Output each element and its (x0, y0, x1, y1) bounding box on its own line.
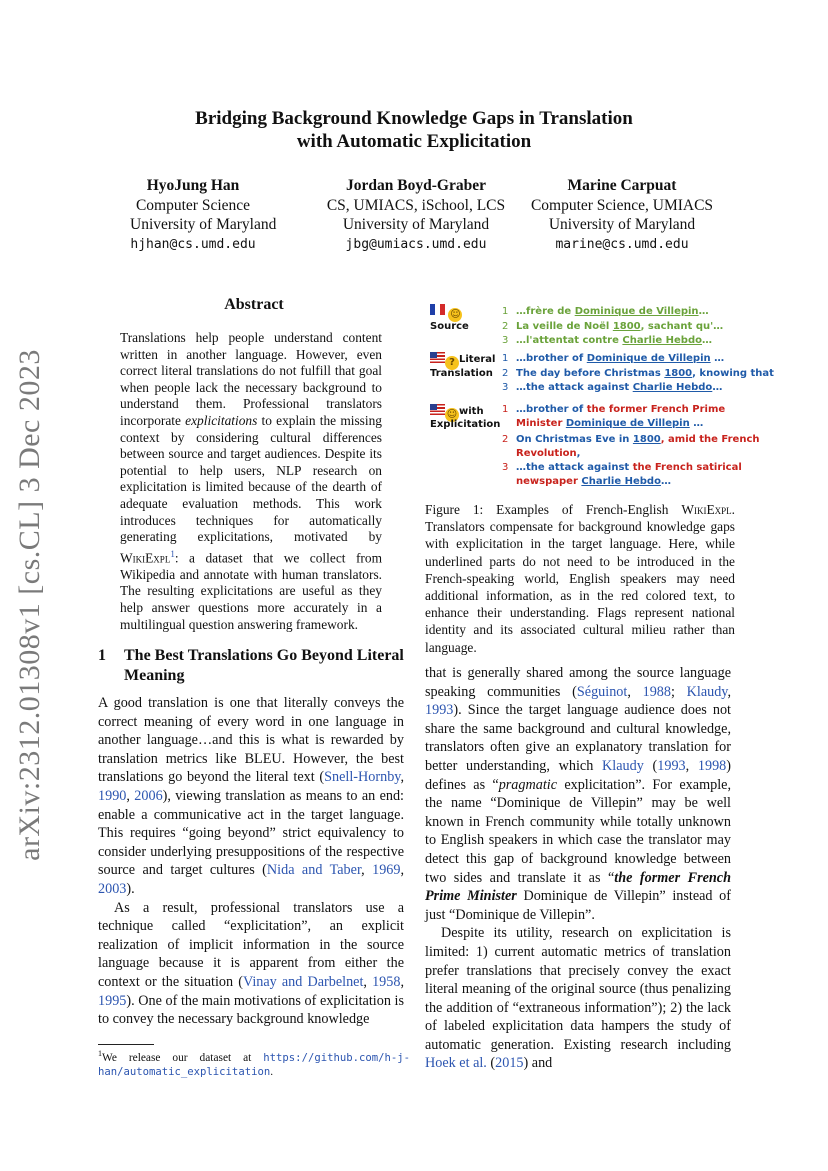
title-line-1: Bridging Background Knowledge Gaps in Translation (195, 108, 633, 129)
paragraph: Despite its utility, research on explicitation is limited: 1) current automatic metrics of translation prefer translations that precisely convey the exact literal meaning of the original source (thus penalizing the addition of “extraneous information”); 2) the lack of labeled explicitation data hampers the study of automatic generation. Existing research including Hoek et al. (2015) and (425, 925, 731, 1072)
france-flag-icon (430, 304, 445, 315)
author-name: Marine Carpuat (567, 177, 677, 194)
citation-link[interactable]: 1988 (642, 683, 671, 700)
author-name: HyoJung Han (146, 177, 240, 194)
paragraph: As a result, professional translators use a technique called “explicitation”, an explicit realization of implicit information in the source language because it is apparent from either the context or the situation (Vinay and Darbelnet, 1958, 1995). One of the main motivations of explicitation is to convey the necessary background knowledge (98, 899, 404, 1028)
citation-link[interactable]: Klaudy (602, 757, 644, 774)
author-affiliation: Computer Science, UMIACS (530, 196, 714, 214)
citation-link[interactable]: Snell-Hornby (324, 769, 401, 786)
explicit-line-2: 2 On Christmas Eve in 1800, amid the French (502, 434, 760, 445)
explicit-line-2-cont: Revolution, (516, 448, 581, 459)
citation-link[interactable]: Nida and Taber (266, 862, 362, 879)
explicit-line-3-cont: newspaper Charlie Hebdo… (516, 476, 671, 487)
citation-link[interactable]: Hoek et al. (425, 1055, 487, 1072)
citation-link[interactable]: 1990 (98, 787, 127, 804)
citation-link[interactable]: 2003 (98, 880, 127, 897)
abstract-heading: Abstract (224, 296, 284, 313)
dataset-name: WikiExpl (681, 502, 732, 517)
explicit-line-1: 1 …brother of the former French Prime (502, 404, 726, 415)
citation-link[interactable]: 1993 (657, 757, 686, 774)
paper-title (100, 107, 728, 153)
dataset-name: WikiExpl (120, 550, 171, 566)
literal-label-group: ? Literal (430, 352, 495, 370)
citation-link[interactable]: 1993 (425, 702, 454, 719)
explicit-line-3: 3 …the attack against the French satirical (502, 462, 742, 473)
arxiv-id: arXiv:2312.01308v1 [cs.CL] 3 Dec 2023 (13, 349, 46, 861)
left-column-body (98, 694, 404, 1029)
citation-link[interactable]: 2006 (134, 787, 163, 804)
author-1 (130, 176, 277, 254)
footnote-marker[interactable]: 1 (170, 548, 175, 559)
abstract-text: Translations help people understand content written in another language. However, even correct literal translations do not fulfill that goal when people lack the necessary background to understand them. Professional translators incorporate explicitations to explain the missing context by considering cultural differences between source and target audiences. Despite its potential to help users, NLP research on explicitation is limited because of the dearth of adequate evaluation methods. This work introduces techniques for automatically generating explicitations, motivated by WikiExpl$^1$: a dataset that we collect from Wikipedia and annotate with human translators. The resulting explicitations are useful as they help answer questions more accurately in a multilingual question answering framework. (120, 330, 382, 632)
source-label: Source (430, 321, 469, 332)
citation-link[interactable]: 1958 (372, 973, 401, 990)
emphasis: explicitations (185, 412, 258, 428)
us-flag-icon (430, 352, 445, 363)
dataset-url-link[interactable]: https://github.com/h-j-han/automatic_explicitation (98, 1051, 410, 1079)
author-university: University of Maryland (548, 216, 696, 233)
smiling-face-icon: ☺ (450, 309, 461, 320)
source-label-group (430, 304, 462, 322)
footnote-rule (98, 1044, 154, 1045)
us-flag-icon (430, 404, 445, 415)
literal-translation-label: Translation (430, 368, 493, 379)
citation-link[interactable]: 1969 (372, 862, 401, 879)
explicit-label-group: ☺ with (430, 404, 484, 422)
paragraph: that is generally shared among the source language speaking communities (Séguinot, 1988; Klaudy, 1993). Since the target language audience does not share the same background and cultural knowledge, translators often give an explanatory translation for better understanding, which Klaudy (1993, 1998) defines as “pragmatic explicitation”. For example, the name “Dominique de Villepin” may be well known in French community while totally unknown to English speakers in which case the translator may detect this gap of background knowledge between two sides and translate it as “the former French Prime Minister Dominique de Villepin” instead of just “Dominique de Villepin”. (425, 665, 732, 923)
literal-line-2: 2 The day before Christmas 1800, knowing that (502, 368, 774, 379)
source-line-1: 1 …frère de Dominique de Villepin… (502, 306, 709, 317)
citation-link[interactable]: 2015 (495, 1055, 524, 1072)
source-line-3: 3 …l'attentat contre Charlie Hebdo… (502, 335, 712, 346)
nlp-acronym: NLP (276, 462, 302, 478)
figure-1-caption: Figure 1: Examples of French-English WikiExpl. Translators compensate for background knowledge gaps with explicitation in the target language. Here, while underlined parts do not need to be introduced in the French-speaking world, English speakers may need additional information, as in the red colored text, to enhance their understanding. Flags represent national identity and its associated cultural milieu rather than language. (425, 502, 735, 655)
author-email[interactable]: hjhan@cs.umd.edu (130, 236, 256, 252)
author-email[interactable]: marine@cs.umd.edu (555, 236, 689, 252)
title-line-2: with Automatic Explicitation (296, 131, 532, 152)
footnote: $^1$We release our dataset at https://github.com/h-j-han/automatic_explicitation. (98, 1049, 410, 1079)
section-title: The Best Translations Go Beyond Literal Meaning (124, 647, 404, 684)
bleu-metric: BLEU (244, 750, 282, 767)
right-column-body (425, 664, 731, 1073)
citation-link[interactable]: Klaudy (686, 683, 728, 700)
author-email[interactable]: jbg@umiacs.umd.edu (345, 236, 487, 252)
arxiv-sidebar-stamp (13, 349, 46, 861)
author-2 (318, 176, 514, 254)
happy-face-icon: ☺ (446, 409, 458, 420)
paragraph: A good translation is one that literally conveys the correct meaning of every word in one language in another language…and this is what is rewarded by translation metrics like BLEU. However, the best translations go beyond the literal text (Snell-Hornby, 1990, 2006), viewing translation as means to an end: enable a communicative act in the target language. This requires “going beyond” strict equivalency to consider underlying presuppositions of the respective source and target cultures (Nida and Taber, 1969, 2003). (98, 695, 405, 897)
literal-line-1: 1 …brother of Dominique de Villepin … (502, 353, 725, 364)
citation-link[interactable]: 1995 (98, 992, 127, 1009)
author-affiliation: CS, UMIACS, iSchool, LCS (326, 196, 506, 214)
emphasis: pragmatic (498, 776, 558, 793)
citation-link[interactable]: Vinay and Darbelnet (242, 973, 364, 990)
author-affiliation: Computer Science (135, 196, 251, 214)
section-number: 1 (98, 647, 106, 664)
literal-line-3: 3 …the attack against Charlie Hebdo… (502, 382, 723, 393)
thinking-face-icon: ? (445, 356, 459, 370)
explicit-line-1-cont: Minister Dominique de Villepin … (516, 418, 704, 429)
figure-1 (430, 300, 774, 490)
explicitation-label: Explicitation (430, 419, 501, 430)
source-line-2: 2 La veille de Noël 1800, sachant qu'… (502, 321, 724, 332)
citation-link[interactable]: Séguinot (576, 683, 628, 700)
author-name: Jordan Boyd-Graber (346, 177, 486, 194)
footnote-marker: 1 (98, 1049, 102, 1058)
citation-link[interactable]: 1998 (697, 757, 727, 774)
author-3 (528, 176, 716, 254)
author-university: University of Maryland (130, 216, 277, 233)
bold-italic-phrase: the former French Prime Minister (425, 869, 731, 905)
author-university: University of Maryland (342, 216, 490, 233)
